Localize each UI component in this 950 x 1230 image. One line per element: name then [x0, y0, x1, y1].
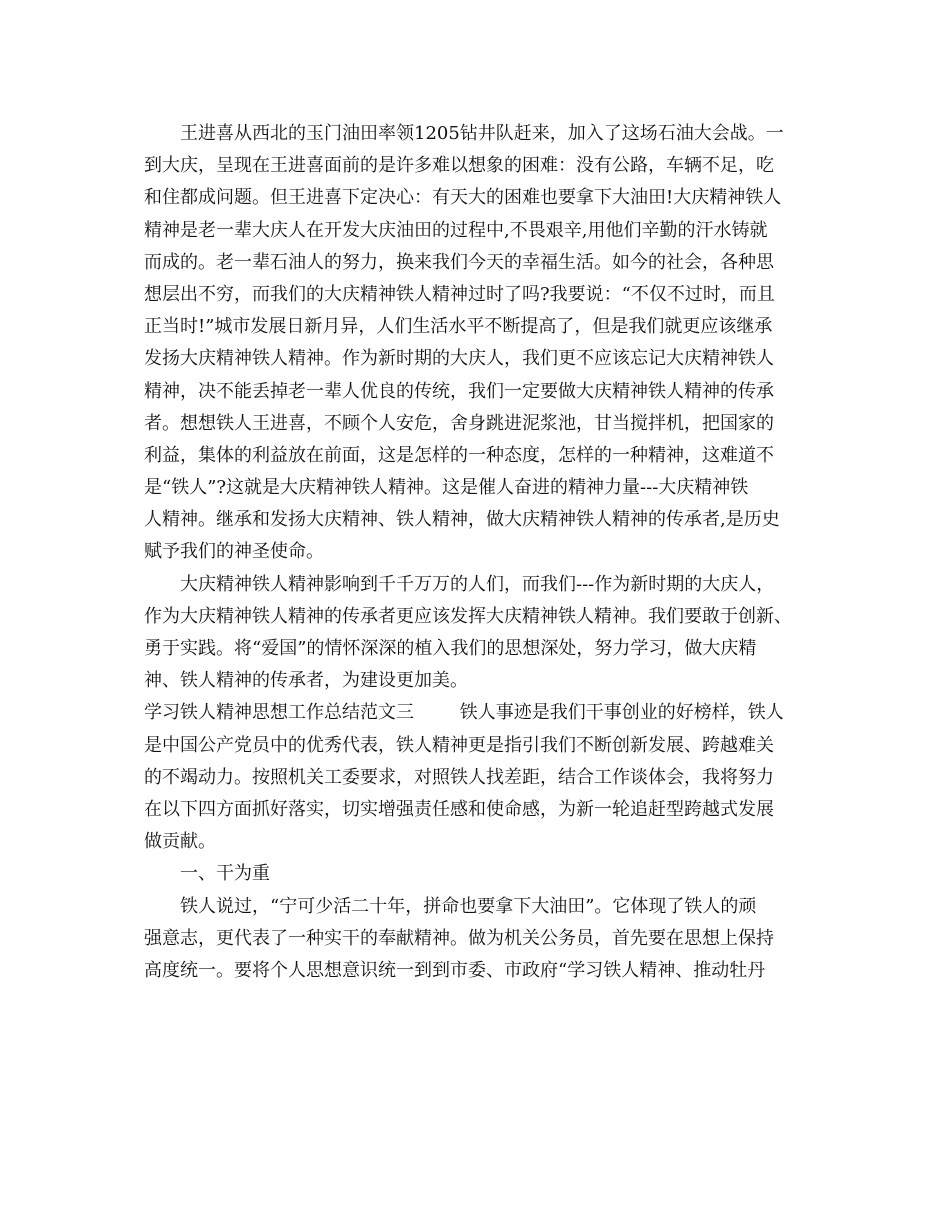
- text-line: 作为大庆精神铁人精神的传承者更应该发挥大庆精神铁人精神。我们要敢于创新、: [144, 605, 792, 627]
- text-line: 铁人说过，“宁可少活二十年，拼命也要拿下大油田”。它体现了铁人的顽: [180, 895, 757, 917]
- text-line: 赋予我们的神圣使命。: [144, 541, 324, 563]
- text-line: 勇于实践。将“爱国”的情怀深深的植入我们的思想深处，努力学习，做大庆精: [144, 638, 757, 659]
- text-line: 而成的。老一辈石油人的努力，换来我们今天的幸福生活。如今的社会，各种思: [144, 251, 774, 273]
- text-line: 精神，决不能丢掉老一辈人优良的传统，我们一定要做大庆精神铁人精神的传承: [144, 380, 774, 402]
- text-line: 想层出不穷，而我们的大庆精神铁人精神过时了吗?我要说：“不仅不过时，而且: [144, 283, 775, 305]
- text-line: 者。想想铁人王进喜，不顾个人安危，舍身跳进泥浆池，甘当搅拌机，把国家的: [144, 412, 774, 434]
- text-line: 是中国公产党员中的优秀代表，铁人精神更是指引我们不断创新发展、跨越难关: [144, 734, 774, 756]
- text-line: 利益，集体的利益放在前面，这是怎样的一种态度，怎样的一种精神，这难道不: [144, 444, 774, 466]
- text-line: 的不竭动力。按照机关工委要求，对照铁人找差距，结合工作谈体会，我将努力: [144, 766, 774, 788]
- text-line: 在以下四方面抓好落实，切实增强责任感和使命感，为新一轮追赶型跨越式发展: [144, 798, 774, 820]
- text-line: 到大庆，呈现在王进喜面前的是许多难以想象的困难：没有公路，车辆不足，吃: [144, 155, 774, 177]
- text-line: 做贡献。: [144, 831, 216, 853]
- document-body: [144, 118, 812, 987]
- text-line: 学习铁人精神思想工作总结范文三 铁人事迹是我们干事创业的好榜样，铁人: [144, 702, 784, 724]
- text-line: 一、干为重: [180, 863, 270, 885]
- text-line: 精神是老一辈大庆人在开发大庆油田的过程中,不畏艰辛,用他们辛勤的汗水铸就: [144, 219, 768, 241]
- text-line: 和住都成问题。但王进喜下定决心：有天大的困难也要拿下大油田!大庆精神铁人: [144, 187, 782, 209]
- text-line: 强意志，更代表了一种实干的奉献精神。做为机关公务员，首先要在思想上保持: [144, 927, 774, 949]
- text-line: 正当时!”城市发展日新月异，人们生活水平不断提高了，但是我们就更应该继承: [144, 316, 773, 338]
- text-line: 大庆精神铁人精神影响到千千万万的人们，而我们---作为新时期的大庆人，: [180, 573, 775, 595]
- text-line: 发扬大庆精神铁人精神。作为新时期的大庆人，我们更不应该忘记大庆精神铁人: [144, 348, 774, 370]
- text-line: 人精神。继承和发扬大庆精神、铁人精神，做大庆精神铁人精神的传承者,是历史: [144, 509, 780, 531]
- text-line: 高度统一。要将个人思想意识统一到到市委、市政府“学习铁人精神、推动牡丹: [144, 959, 766, 981]
- text-line: 王进喜从西北的玉门油田率领1205钻井队赶来，加入了这场石油大会战。一: [180, 123, 784, 144]
- text-line: 神、铁人精神的传承者，为建设更加美。: [144, 670, 468, 692]
- text-line: 是“铁人”?这就是大庆精神铁人精神。这是催人奋进的精神力量---大庆精神铁: [144, 477, 749, 499]
